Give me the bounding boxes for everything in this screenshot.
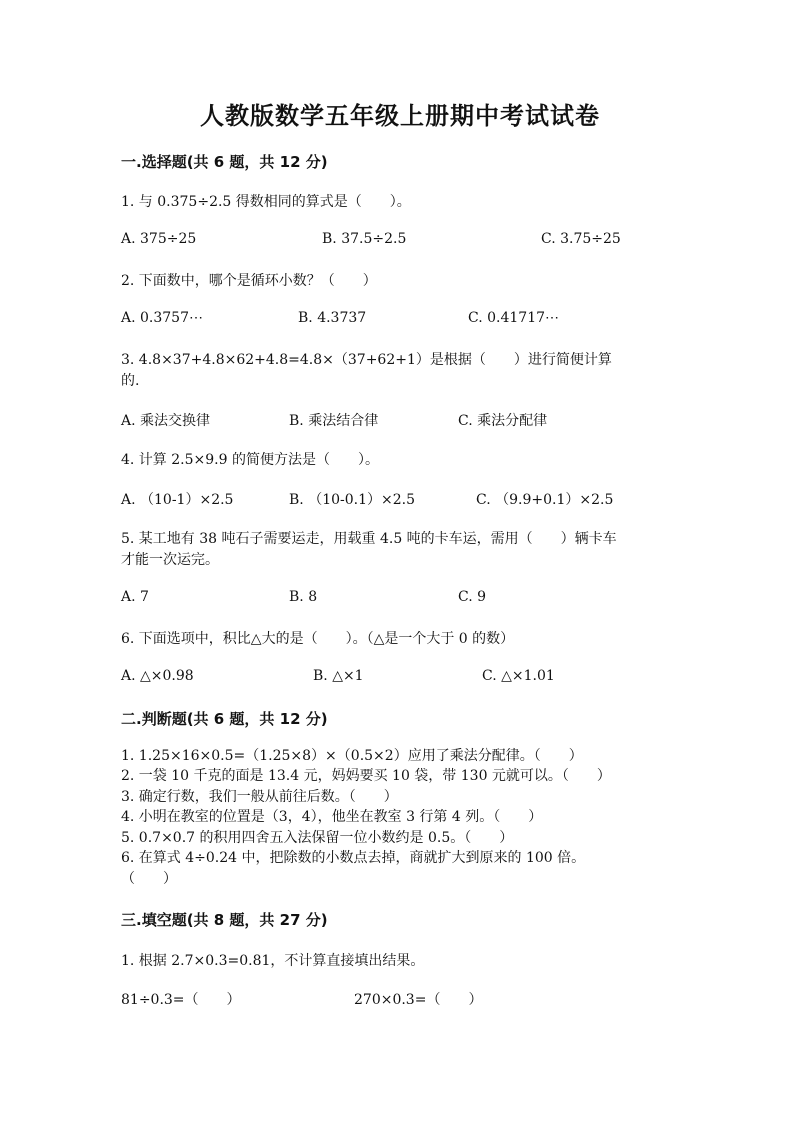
question-3-line2: 的. (121, 373, 140, 389)
section-heading-judge: 二.判断题(共 6 题，共 12 分) (121, 710, 328, 728)
judge-item-5: 5. 0.7×0.7 的积用四舍五入法保留一位小数约是 0.5。（ ） (121, 830, 514, 846)
option-4b: B. （10-0.1）×2.5 (289, 492, 415, 508)
option-6c: C. △×1.01 (482, 668, 555, 684)
option-6a: A. △×0.98 (121, 668, 194, 684)
fill-blank-1: 81÷0.3=（ ） (121, 992, 241, 1008)
judge-item-2: 2. 一袋 10 千克的面是 13.4 元，妈妈要买 10 袋，带 130 元就可以。（ ） (121, 768, 611, 784)
section-heading-fill: 三.填空题(共 8 题，共 27 分) (121, 911, 328, 929)
option-6b: B. △×1 (313, 668, 364, 684)
option-5c: C. 9 (458, 589, 487, 605)
option-4c: C. （9.9+0.1）×2.5 (476, 492, 614, 508)
judge-item-6: 6. 在算式 4÷0.24 中，把除数的小数点去掉，商就扩大到原来的 100 倍。 (121, 850, 586, 866)
option-5a: A. 7 (121, 589, 149, 605)
option-2a: A. 0.3757⋯ (121, 310, 203, 326)
option-4a: A. （10-1）×2.5 (121, 492, 234, 508)
fill-question-1: 1. 根据 2.7×0.3=0.81，不计算直接填出结果。 (121, 953, 425, 969)
option-3b: B. 乘法结合律 (289, 413, 379, 429)
question-5-line1: 5. 某工地有 38 吨石子需要运走，用载重 4.5 吨的卡车运，需用（ ）辆卡车 (121, 531, 617, 547)
option-2c: C. 0.41717⋯ (468, 310, 560, 326)
question-3-line1: 3. 4.8×37+4.8×62+4.8=4.8×（37+62+1）是根据（ ）进行简便计算 (121, 352, 612, 368)
fill-blank-2: 270×0.3=（ ） (354, 992, 483, 1008)
option-3a: A. 乘法交换律 (121, 413, 211, 429)
option-1b: B. 37.5÷2.5 (322, 231, 407, 247)
option-1c: C. 3.75÷25 (541, 231, 621, 247)
judge-item-1: 1. 1.25×16×0.5=（1.25×8）×（0.5×2）应用了乘法分配律。（ ） (121, 748, 583, 764)
option-2b: B. 4.3737 (298, 310, 367, 326)
question-6: 6. 下面选项中，积比△大的是（ ）。（△是一个大于 0 的数） (121, 631, 515, 647)
judge-item-3: 3. 确定行数，我们一般从前往后数。（ ） (121, 789, 398, 805)
question-2: 2. 下面数中，哪个是循环小数？（ ） (121, 273, 377, 289)
question-4: 4. 计算 2.5×9.9 的简便方法是（ ）。 (121, 452, 379, 468)
option-1a: A. 375÷25 (121, 231, 197, 247)
page-title: 人教版数学五年级上册期中考试试卷 (200, 101, 600, 130)
option-5b: B. 8 (289, 589, 318, 605)
question-1: 1. 与 0.375÷2.5 得数相同的算式是（ ）。 (121, 194, 411, 210)
judge-item-6-blank: （ ） (121, 871, 177, 887)
judge-item-4: 4. 小明在教室的位置是（3，4），他坐在教室 3 行第 4 列。（ ） (121, 809, 543, 825)
option-3c: C. 乘法分配律 (458, 413, 548, 429)
section-heading-choice: 一.选择题(共 6 题，共 12 分) (121, 153, 328, 171)
question-5-line2: 才能一次运完。 (121, 552, 219, 568)
